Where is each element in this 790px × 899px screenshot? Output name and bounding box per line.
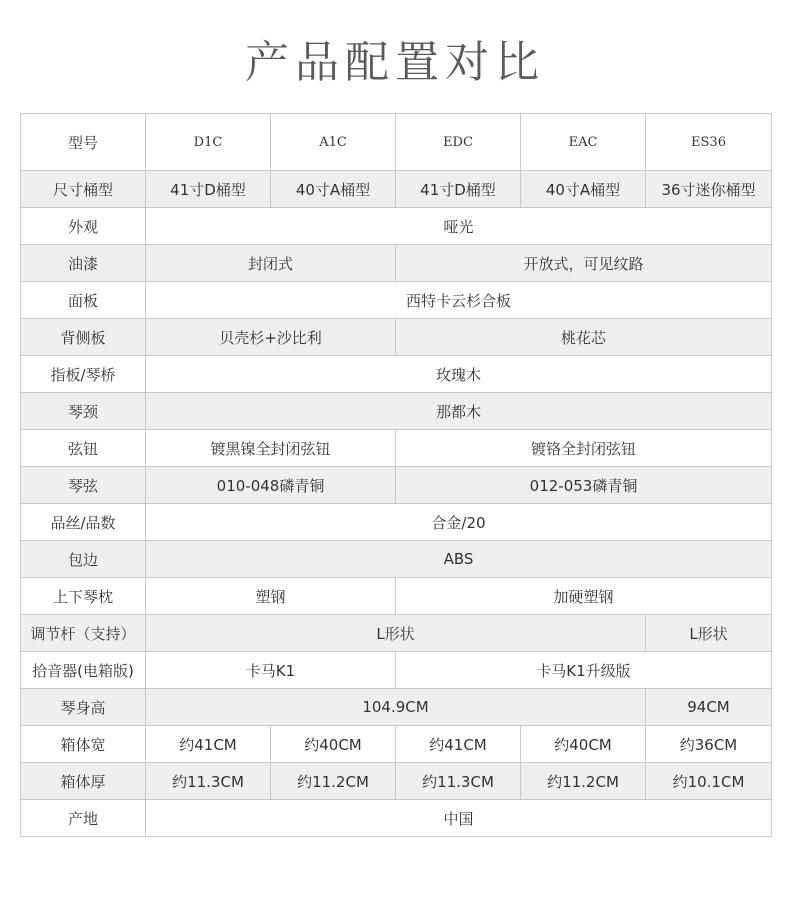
row-label-pickup: 拾音器(电箱版) [21, 652, 146, 689]
row-label-binding: 包边 [21, 541, 146, 578]
cell-paint-left: 封闭式 [146, 245, 396, 282]
table-row-paint [21, 245, 772, 282]
cell-size-d1c: 41寸D桶型 [146, 171, 271, 208]
cell-tuners-right: 镀铬全封闭弦钮 [396, 430, 772, 467]
cell-body-width-es36: 约36CM [646, 726, 772, 763]
row-label-body-depth: 箱体厚 [21, 763, 146, 800]
table-row-pickup [21, 652, 772, 689]
cell-body-width-a1c: 约40CM [271, 726, 396, 763]
cell-fingerboard: 玫瑰木 [146, 356, 772, 393]
cell-body-width-edc: 约41CM [396, 726, 521, 763]
row-label-strings: 琴弦 [21, 467, 146, 504]
cell-pickup-right: 卡马K1升级版 [396, 652, 772, 689]
row-label-size: 尺寸桶型 [21, 171, 146, 208]
model-eac: EAC [521, 114, 646, 171]
cell-frets: 合金/20 [146, 504, 772, 541]
table-row-binding [21, 541, 772, 578]
row-label-frets: 品丝/品数 [21, 504, 146, 541]
cell-body-depth-es36: 约10.1CM [646, 763, 772, 800]
table-row-truss-rod [21, 615, 772, 652]
cell-body-depth-eac: 约11.2CM [521, 763, 646, 800]
cell-nut-saddle-right: 加硬塑钢 [396, 578, 772, 615]
row-label-neck: 琴颈 [21, 393, 146, 430]
cell-paint-right: 开放式，可见纹路 [396, 245, 772, 282]
table-row-tuners [21, 430, 772, 467]
model-a1c: A1C [271, 114, 396, 171]
model-d1c: D1C [146, 114, 271, 171]
cell-truss-rod-right: L形状 [646, 615, 772, 652]
row-label-fingerboard: 指板/琴桥 [21, 356, 146, 393]
cell-pickup-left: 卡马K1 [146, 652, 396, 689]
cell-neck: 那都木 [146, 393, 772, 430]
row-label-back-sides: 背侧板 [21, 319, 146, 356]
cell-size-eac: 40寸A桶型 [521, 171, 646, 208]
table-row-size [21, 171, 772, 208]
cell-nut-saddle-left: 塑钢 [146, 578, 396, 615]
cell-tuners-left: 镀黑镍全封闭弦钮 [146, 430, 396, 467]
model-es36: ES36 [646, 114, 772, 171]
row-label-nut-saddle: 上下琴枕 [21, 578, 146, 615]
cell-strings-left: 010-048磷青铜 [146, 467, 396, 504]
cell-size-edc: 41寸D桶型 [396, 171, 521, 208]
cell-body-width-d1c: 约41CM [146, 726, 271, 763]
cell-top: 西特卡云杉合板 [146, 282, 772, 319]
cell-body-depth-a1c: 约11.2CM [271, 763, 396, 800]
cell-truss-rod-left: L形状 [146, 615, 646, 652]
cell-size-a1c: 40寸A桶型 [271, 171, 396, 208]
comparison-table [20, 113, 772, 837]
page-title: 产品配置对比 [245, 37, 545, 88]
row-label-finish: 外观 [21, 208, 146, 245]
cell-finish: 哑光 [146, 208, 772, 245]
table-row-body-width [21, 726, 772, 763]
table-row-back-sides [21, 319, 772, 356]
row-label-truss-rod: 调节杆（支持） [21, 615, 146, 652]
row-label-paint: 油漆 [21, 245, 146, 282]
table-row-body-depth [21, 763, 772, 800]
cell-body-depth-edc: 约11.3CM [396, 763, 521, 800]
cell-back-sides-left: 贝壳杉+沙比利 [146, 319, 396, 356]
table-row-neck [21, 393, 772, 430]
cell-binding: ABS [146, 541, 772, 578]
table-row-finish [21, 208, 772, 245]
row-label-origin: 产地 [21, 800, 146, 837]
table-row-strings [21, 467, 772, 504]
row-label-body-width: 箱体宽 [21, 726, 146, 763]
row-label-model: 型号 [21, 114, 146, 171]
cell-back-sides-right: 桃花芯 [396, 319, 772, 356]
table-row-top [21, 282, 772, 319]
model-edc: EDC [396, 114, 521, 171]
table-row-frets [21, 504, 772, 541]
table-row-nut-saddle [21, 578, 772, 615]
cell-origin: 中国 [146, 800, 772, 837]
table-row-model [21, 114, 772, 171]
cell-body-width-eac: 约40CM [521, 726, 646, 763]
cell-body-depth-d1c: 约11.3CM [146, 763, 271, 800]
cell-strings-right: 012-053磷青铜 [396, 467, 772, 504]
row-label-body-height: 琴身高 [21, 689, 146, 726]
cell-body-height-left: 104.9CM [146, 689, 646, 726]
cell-body-height-right: 94CM [646, 689, 772, 726]
table-row-body-height [21, 689, 772, 726]
table-row-fingerboard [21, 356, 772, 393]
row-label-top: 面板 [21, 282, 146, 319]
cell-size-es36: 36寸迷你桶型 [646, 171, 772, 208]
table-row-origin [21, 800, 772, 837]
row-label-tuners: 弦钮 [21, 430, 146, 467]
